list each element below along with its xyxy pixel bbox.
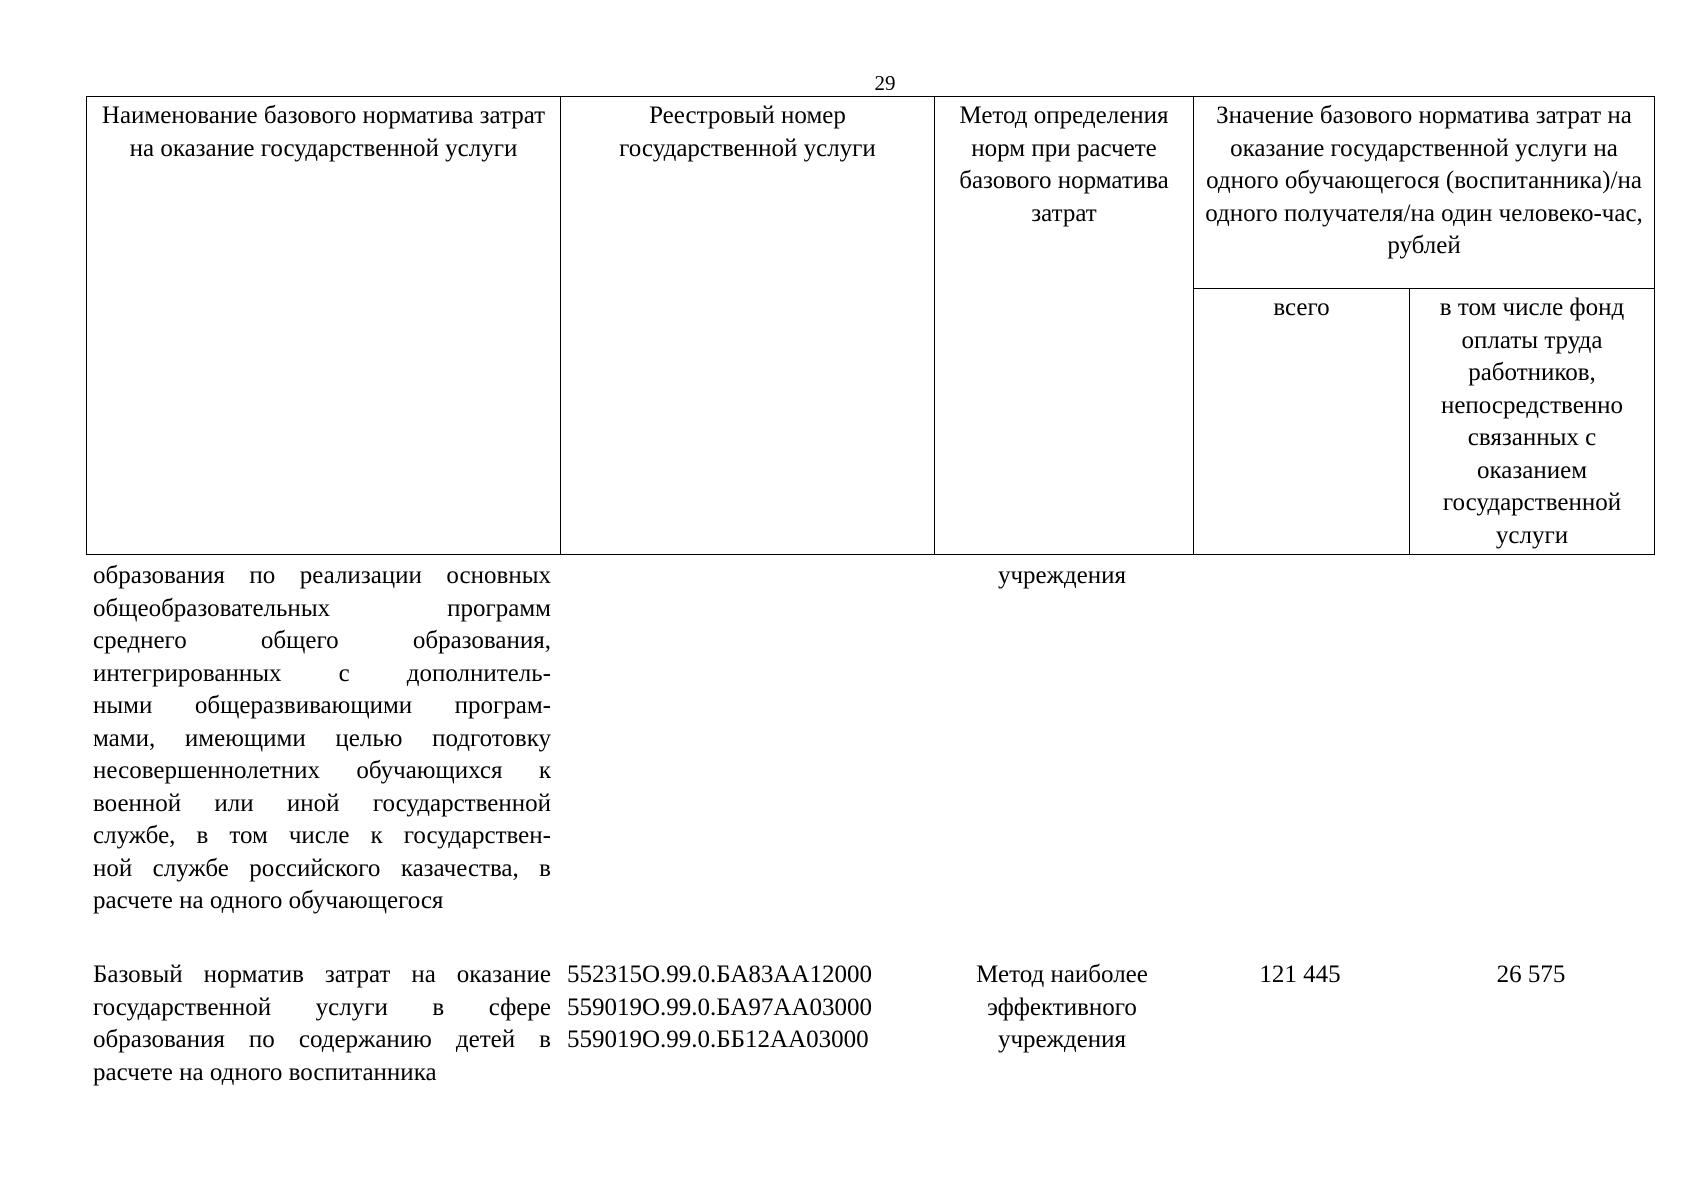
row1-name-line: мами, имеющими целью подготовку: [93, 724, 551, 752]
row1-name-line: расчете на одного обучающегося: [93, 887, 444, 914]
header-table: [86, 96, 1655, 555]
row2-name-line: Базовый норматив затрат на оказание: [93, 961, 551, 988]
row2-name-line: расчете на одного воспитанника: [93, 1058, 437, 1086]
row1-name-line: общеобразовательных программ: [93, 594, 551, 622]
row1-method: учреждения: [997, 562, 1126, 589]
row1-name-line: интегрированных с дополнитель-: [93, 659, 551, 687]
row1-name-line: службе, в том числе к государствен-: [93, 822, 551, 849]
row1-name: [93, 560, 551, 918]
row1-name-line: среднего общего образования,: [93, 627, 551, 654]
page-number: 29: [874, 71, 896, 95]
row1-name-line: ной службе российского казачества, в: [93, 854, 551, 882]
row2-name-line: образования по содержанию детей в: [93, 1026, 551, 1053]
header-registry-cell: Реестровый номер государственной услуги: [561, 97, 935, 555]
row1-name-line: военной или иной государственной: [93, 789, 551, 817]
row1-name-line: ными общеразвивающими програм-: [93, 692, 551, 719]
header-name-cell: Наименование базового норматива затрат на оказание государственной услуги: [87, 97, 561, 555]
row2-name: [93, 959, 551, 1089]
row2-name-line: государственной услуги в сфере: [93, 993, 551, 1021]
row2-fund: 26 575: [1496, 961, 1566, 988]
header-value-cell: Значение базового норматива затрат на оказание государственной услуги на одного обучающегося (воспитанника)/на одного получателя/на один человеко-час, рублей: [1194, 97, 1655, 289]
row1-name-line: образования по реализации основных: [93, 562, 551, 589]
row2-registry-numbers: 552315О.99.0.БА83АА12000 559019О.99.0.БА97АА03000 559019О.99.0.ББ12АА03000: [567, 961, 872, 1053]
header-method-cell: Метод определения норм при расчете базового норматива затрат: [935, 97, 1194, 555]
row2-method: Метод наиболее эффективного учреждения: [976, 961, 1148, 1053]
header-fund-cell: в том числе фонд оплаты труда работников, непосредственно связанных с оказанием государственной услуги: [1410, 289, 1655, 555]
row2-total: 121 445: [1259, 961, 1341, 988]
row1-name-line: несовершеннолетних обучающихся к: [93, 757, 551, 784]
header-total-cell: всего: [1194, 289, 1410, 555]
